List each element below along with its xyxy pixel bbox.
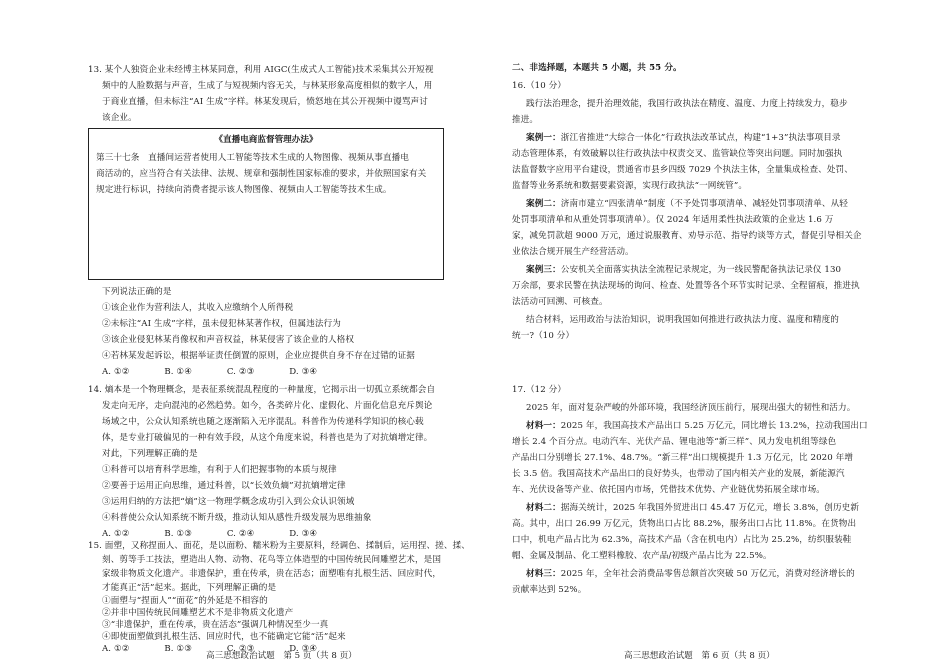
q16-case1-line: 法监督数字应用平台建设，贯通省市县乡四级 7029 个执法主体，全量集成检查、处罚、	[512, 165, 853, 175]
q13-stem-line: 该企业。	[102, 113, 137, 123]
regulation-line: 商活动的，应当符合有关法律、法规、规章和强制性国家标准的要求，并依照国家有关	[96, 169, 427, 179]
q15-option: ④即使面塑做到扎根生活、回应时代，也不能确定它能“活”起来	[102, 632, 346, 642]
q14-option: ②要善于运用正向思维，通过科普，以“长效负熵”对抗熵增定律	[102, 481, 346, 491]
q13-stem-line: 频中的人脸数据与声音，生成了与短视频内容无关，与林某形象高度相似的数字人，用	[102, 81, 433, 91]
page-footer: 高三思想政治试题 第 5 页（共 8 页）	[206, 651, 357, 661]
q17-m2-line: 材料二：据海关统计，2025 年我国外贸进出口 45.47 万亿元，增长 3.8%，创历史新	[526, 503, 860, 513]
page-footer: 高三思想政治试题 第 6 页（共 8 页）	[624, 651, 775, 661]
q16-case3-line: 万余部，要求民警在执法现场的询问、检查、处置等各个环节实时记录、全程留痕，推进执	[512, 281, 860, 291]
q16-case2-line: 案例二：济南市建立“四张清单”制度（不予处罚事项清单、减轻处罚事项清单、从轻	[526, 199, 848, 209]
regulation-line: 第三十七条 直播间运营者使用人工智能等技术生成的人物图像、视频从事直播电	[96, 153, 409, 163]
q16-case2-line: 处罚事项清单和从重处罚事项清单）。仅 2024 年适用柔性执法政策的企业达 1.6 万	[512, 215, 834, 225]
q13-stem-line: 13. 某个人独资企业未经博主林某同意，利用 AIGC(生成式人工智能)技术采集其公开短视	[88, 65, 434, 75]
q17-m2-line: 高。其中，出口 26.99 万亿元，货物出口占比 88.2%，服务出口占比 11.8%。在货物出	[512, 519, 857, 529]
q14-stem-line: 14. 熵本是一个物理概念，是表征系统混乱程度的一种量度，它揭示出一切孤立系统都会自	[88, 385, 436, 395]
q13-option: ④若林某发起诉讼，根据举证责任倒置的原则，企业应提供自身不存在过错的证据	[102, 351, 415, 361]
q15-stem-line: 刻、剪等手工技法，塑造出人物、动物、花鸟等立体造型的中国传统民间雕塑艺术，是国	[102, 555, 442, 565]
q17-intro: 2025 年，面对复杂严峻的外部环境，我国经济顶压前行，展现出强大的韧性和活力。	[526, 403, 856, 413]
regulation-line: 规定进行标识，持续向消费者提示该人物图像、视频由人工智能等技术生成。	[96, 185, 392, 195]
q16-ask: 结合材料，运用政治与法治知识，说明我国如何推进行政执法力度、温度和精度的	[526, 315, 839, 325]
q17-m1-line: 材料一：2025 年，我国高技术产品出口 5.25 万亿元，同比增长 13.2%，拉动我国出口	[526, 421, 868, 431]
q16-case3-line: 案例三：公安机关全面落实执法全流程记录规定，为一线民警配备执法记录仪 130	[526, 265, 842, 275]
q16-ask: 统一?（10 分）	[512, 331, 575, 341]
q16-case2-line: 业依法合规开展生产经营活动。	[512, 247, 634, 257]
q13-choices: A. ①② B. ①④ C. ②③ D. ③④	[102, 367, 318, 377]
q17-head: 17.（12 分）	[512, 385, 567, 395]
q16-case1-line: 动态管理体系，有效破解以往行政执法中权责交叉、监管缺位等突出问题。同时加强执	[512, 149, 843, 159]
q16-case3-line: 法活动可回溯、可核查。	[512, 297, 608, 307]
q15-option: ②并非中国传统民间雕塑艺术不是非物质文化遗产	[102, 608, 294, 618]
q17-m1-line: 车、光伏设备等产业、依托国内市场，凭借技术优势、产业链优势拓展全球市场。	[512, 485, 825, 495]
q17-m2-line: 口中，机电产品占比为 62.3%，高技术产品（含在机电内）占比为 25.2%，纺织服装鞋	[512, 535, 852, 545]
q17-m1-line: 产品出口分别增长 27.1%、48.7%。“新三样”出口规模提升 1.3 万亿元，比 2020 年增	[512, 453, 854, 463]
q15-stem-line: 15. 面塑，又称捏面人、面花，是以面粉、糯米粉为主要原料，经调色、揉制后，运用捏、搓、揉、	[88, 541, 470, 551]
q14-option: ③运用归纳的方法把“熵”这一物理学概念成功引入到公众认识领域	[102, 497, 355, 507]
q15-choices: A. ①② B. ①③ C. ②③ D. ③④	[102, 644, 318, 654]
q14-choices: A. ①② B. ①③ C. ②④ D. ③④	[102, 529, 318, 539]
q17-m1-line: 长 3.5 倍。我国高技术产品出口的良好势头，也带动了国内相关产业的发展，新能源汽	[512, 469, 845, 479]
q17-m1-line: 增长 2.4 个百分点。电动汽车、光伏产品、锂电池等“新三样”、风力发电机组等绿色	[512, 437, 837, 447]
q13-option: ③该企业侵犯林某肖像权和声音权益，林某侵害了该企业的人格权	[102, 335, 355, 345]
q17-m3-line: 材料三：2025 年，全年社会消费品零售总额首次突破 50 万亿元，消费对经济增长的	[526, 569, 855, 579]
q16-case1-line: 监督等业务系统和数据要素资源，实现行政执法“一网统管”。	[512, 181, 748, 191]
q15-stem-line: 才能真正“活”起来。据此，下列理解正确的是	[102, 583, 277, 593]
q13-ask: 下列说法正确的是	[102, 287, 172, 297]
q13-option: ②未标注“AI 生成”字样，虽未侵犯林某著作权，但属违法行为	[102, 319, 341, 329]
q15-stem-line: 家级非物质文化遗产。非遗保护，重在传承，贵在活态；面塑唯有扎根生活、回应时代，	[102, 569, 442, 579]
q14-stem-line: 发走向无序，走向混沌的必然趋势。如今，各类碎片化、虚假化、片面化信息充斥舆论	[102, 401, 433, 411]
q14-stem-line: 场域之中，公众认知系统也随之逐渐陷入无序混乱。科普作为传递科学知识的核心载	[102, 417, 424, 427]
q17-m3-line: 贡献率达到 52%。	[512, 585, 587, 595]
q15-option: ①面塑与“捏面人”“面花”的外延是不相容的	[102, 596, 268, 606]
q14-option: ④科普使公众认知系统不断升级，推动认知从感性升级发展为思维抽象	[102, 513, 372, 523]
q17-m2-line: 帽、金属及制品、化工塑料橡胶、农产品/初级产品占比为 22.5%。	[512, 551, 772, 561]
q16-intro: 推进。	[512, 115, 539, 125]
section-heading: 二、非选择题，本题共 5 小题，共 55 分。	[512, 63, 682, 73]
regulation-title: 《直播电商监督管理办法》	[214, 135, 318, 145]
q14-stem-line: 体，是专业打破偏见的一种有效手段，从这个角度来说，科普也是为了对抗熵增定律。	[102, 433, 433, 443]
q16-head: 16.（10 分）	[512, 81, 567, 91]
q16-intro: 践行法治理念，提升治理效能，我国行政执法在精度、温度、力度上持续发力，稳步	[526, 99, 848, 109]
q15-option: ③“非遗保护，重在传承，贵在活态”强调几种情况至少一真	[102, 620, 329, 630]
q13-option: ①该企业作为营利法人，其收入应缴纳个人所得税	[102, 303, 294, 313]
q16-case1-line: 案例一：浙江省推进“大综合一体化”行政执法改革试点，构建“1+3”执法事项目录	[526, 133, 841, 143]
q14-stem-line: 对此，下列理解正确的是	[102, 449, 198, 459]
q16-case2-line: 家，减免罚款超 9000 万元，通过说服教育、劝导示范、指导约谈等方式，督促引导相关企	[512, 231, 862, 241]
q13-stem-line: 于商业直播，但未标注“AI 生成”字样。林某发现后，愤怒地在其公开视频中谩骂声讨	[102, 97, 428, 107]
q14-option: ①科普可以培育科学思维，有利于人们把握事物的本质与规律	[102, 465, 337, 475]
regulation-box	[88, 128, 444, 280]
